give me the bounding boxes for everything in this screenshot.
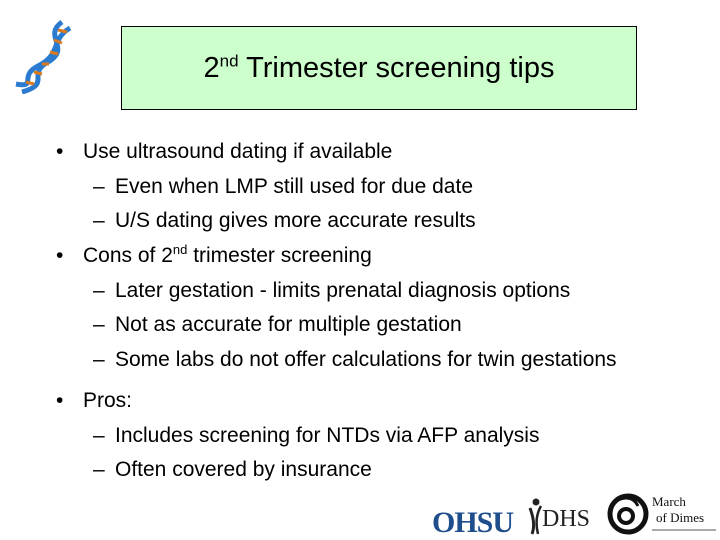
title-number: 2 xyxy=(203,51,220,84)
sub-bullet-3-2 xyxy=(93,458,372,482)
sub-bullet-2-1 xyxy=(93,279,570,303)
bullet-1-text: Use ultrasound dating if available xyxy=(83,140,393,163)
sub-bullet-text: Not as accurate for multiple gestation xyxy=(115,313,462,336)
bullet-2-post: trimester screening xyxy=(187,244,372,267)
bullet-3 xyxy=(56,389,132,413)
march-of-dimes-logo xyxy=(610,494,716,532)
bullet-1 xyxy=(56,140,392,164)
dhs-logo-text: DHS xyxy=(542,506,591,532)
ohsu-logo: OHSU xyxy=(432,506,514,539)
dash-mark: – xyxy=(93,348,105,371)
title-ordinal: nd xyxy=(219,50,239,70)
bullet-mark: • xyxy=(56,244,64,267)
slide-title xyxy=(204,52,555,85)
bullet-mark: • xyxy=(56,389,64,412)
dash-mark: – xyxy=(93,458,105,481)
sub-bullet-text: U/S dating gives more accurate results xyxy=(115,209,476,232)
dash-mark: – xyxy=(93,175,105,198)
sub-bullet-2-2 xyxy=(93,313,462,337)
sub-bullet-text: Includes screening for NTDs via AFP analysis xyxy=(115,424,540,447)
dash-mark: – xyxy=(93,279,105,302)
title-box xyxy=(121,26,637,110)
dash-mark: – xyxy=(93,424,105,447)
march-of-dimes-line2: of Dimes xyxy=(656,510,705,525)
sub-bullet-text: Even when LMP still used for due date xyxy=(115,175,473,198)
dash-mark: – xyxy=(93,209,105,232)
dna-helix-icon xyxy=(12,18,76,94)
bullet-3-text: Pros: xyxy=(83,389,133,412)
bullet-mark: • xyxy=(56,140,64,163)
sub-bullet-3-1 xyxy=(93,424,539,448)
sub-bullet-text: Often covered by insurance xyxy=(115,458,372,481)
march-of-dimes-line1: March xyxy=(652,494,686,509)
sub-bullet-text: Some labs do not offer calculations for twin gestations xyxy=(115,348,617,371)
bullet-2 xyxy=(56,244,372,268)
sub-bullet-1-2 xyxy=(93,209,476,233)
sponsor-logos xyxy=(430,488,720,540)
dash-mark: – xyxy=(93,313,105,336)
sub-bullet-1-1 xyxy=(93,175,473,199)
title-rest: Trimester screening tips xyxy=(238,51,555,84)
sub-bullet-2-3 xyxy=(93,348,617,372)
bullet-2-ordinal: nd xyxy=(172,242,188,257)
sub-bullet-text: Later gestation - limits prenatal diagnosis options xyxy=(115,279,571,302)
bullet-2-pre: Cons of 2 xyxy=(83,244,173,267)
dhs-logo xyxy=(530,499,590,535)
